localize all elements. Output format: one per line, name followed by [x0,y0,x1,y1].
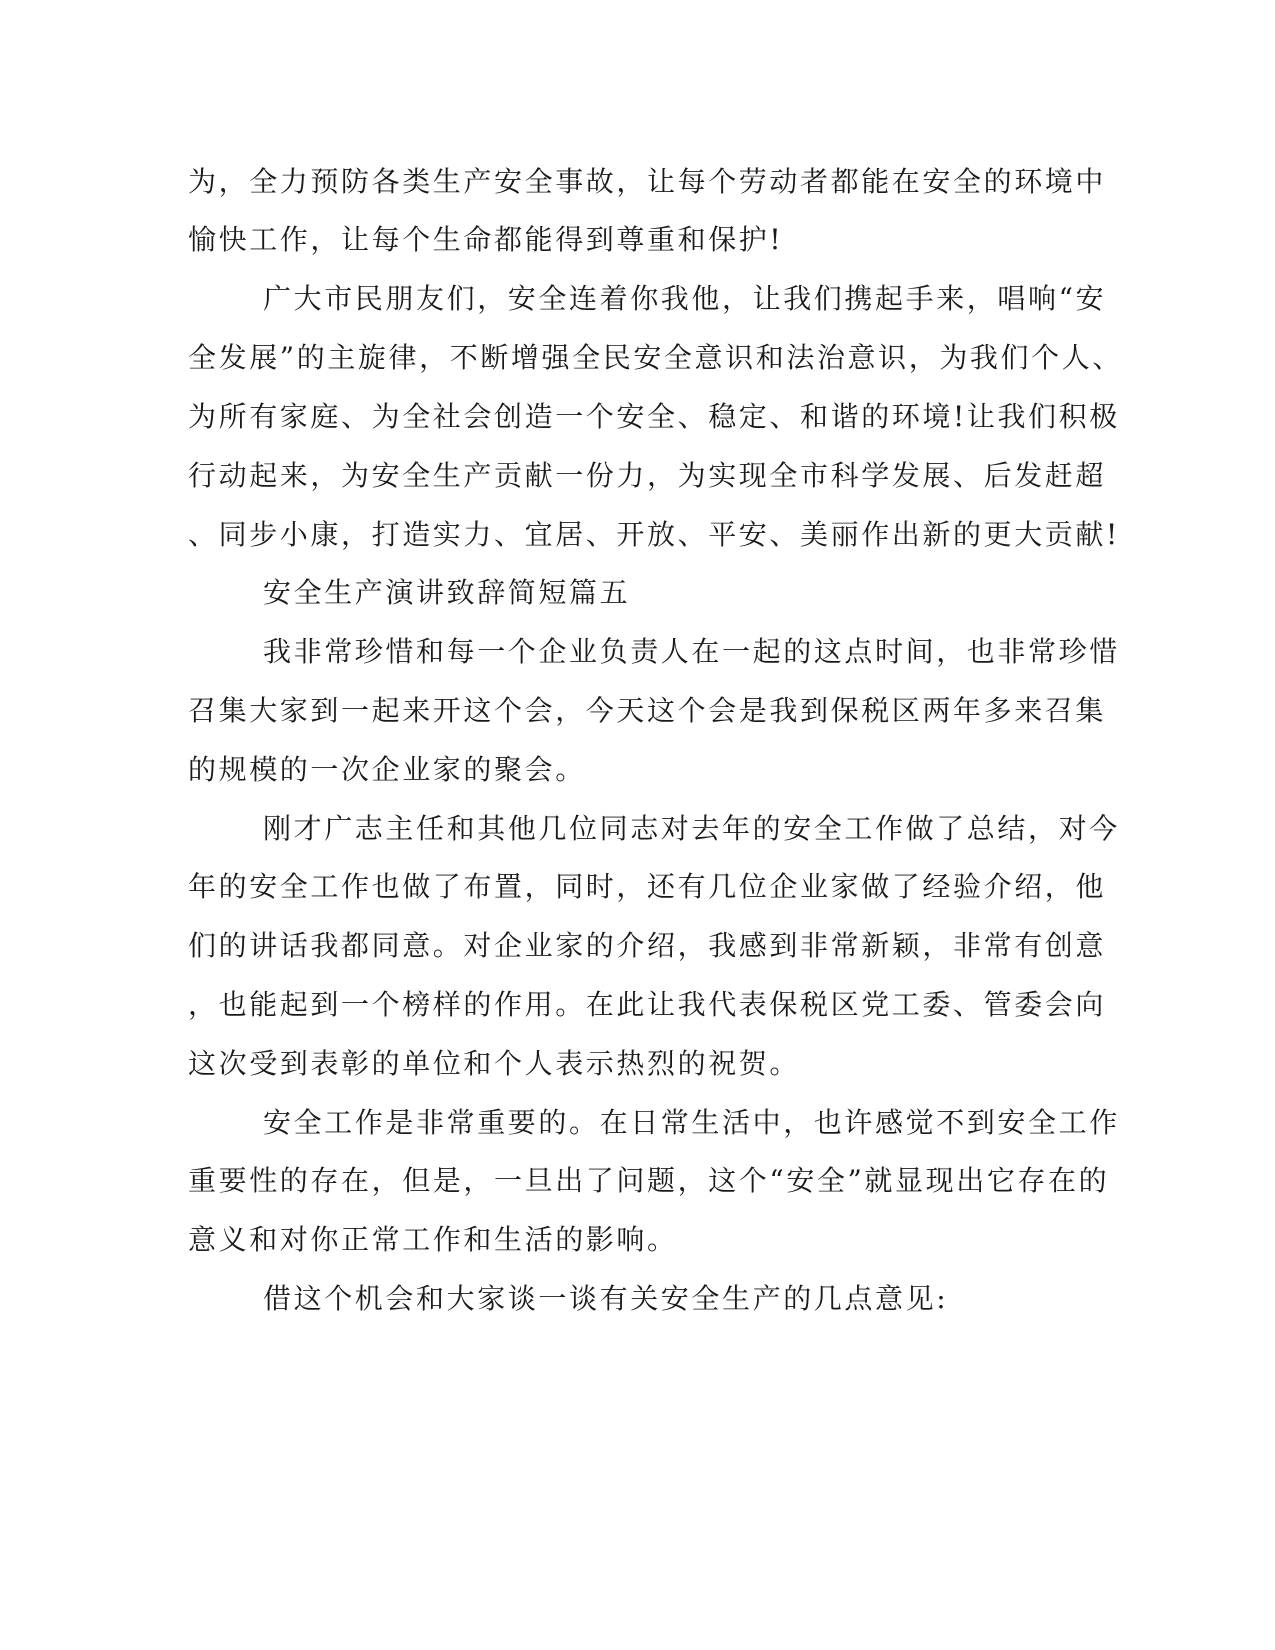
text-line: 意义和对你正常工作和生活的影响。 [188,1223,678,1256]
text-line: 愉快工作，让每个生命都能得到尊重和保护! [188,223,784,256]
text-line: 为，全力预防各类生产安全事故，让每个劳动者都能在安全的环境中 [188,165,1107,198]
text-line: 为所有家庭、为全社会创造一个安全、稳定、和谐的环境!让我们积极 [188,400,1120,433]
text-line: 行动起来，为安全生产贡献一份力，为实现全市科学发展、后发赶超 [188,459,1107,492]
text-line: 的规模的一次企业家的聚会。 [188,753,586,786]
text-line: 、同步小康，打造实力、宜居、开放、平安、美丽作出新的更大贡献! [188,518,1120,551]
paragraph-start-line: 借这个机会和大家谈一谈有关安全生产的几点意见: [263,1282,949,1315]
text-line: 们的讲话我都同意。对企业家的介绍，我感到非常新颖，非常有创意 [188,929,1107,962]
text-line: 这次受到表彰的单位和个人表示热烈的祝贺。 [188,1047,801,1080]
paragraph-start-line: 广大市民朋友们，安全连着你我他，让我们携起手来，唱响“安 [263,282,1107,315]
text-line: 重要性的存在，但是，一旦出了问题，这个“安全”就显现出它存在的 [188,1164,1110,1197]
text-line: 召集大家到一起来开这个会，今天这个会是我到保税区两年多来召集 [188,694,1107,727]
text-line: 年的安全工作也做了布置，同时，还有几位企业家做了经验介绍，他 [188,870,1107,903]
text-line: 全发展”的主旋律，不断增强全民安全意识和法治意识，为我们个人、 [188,341,1123,374]
paragraph-start-line: 刚才广志主任和其他几位同志对去年的安全工作做了总结，对今 [263,812,1120,845]
paragraph-start-line: 安全工作是非常重要的。在日常生活中，也许感觉不到安全工作 [263,1106,1120,1139]
paragraph-start-line: 我非常珍惜和每一个企业负责人在一起的这点时间，也非常珍惜 [263,635,1120,668]
text-line: ，也能起到一个榜样的作用。在此让我代表保税区党工委、管委会向 [188,988,1107,1021]
section-heading: 安全生产演讲致辞简短篇五 [263,576,631,609]
